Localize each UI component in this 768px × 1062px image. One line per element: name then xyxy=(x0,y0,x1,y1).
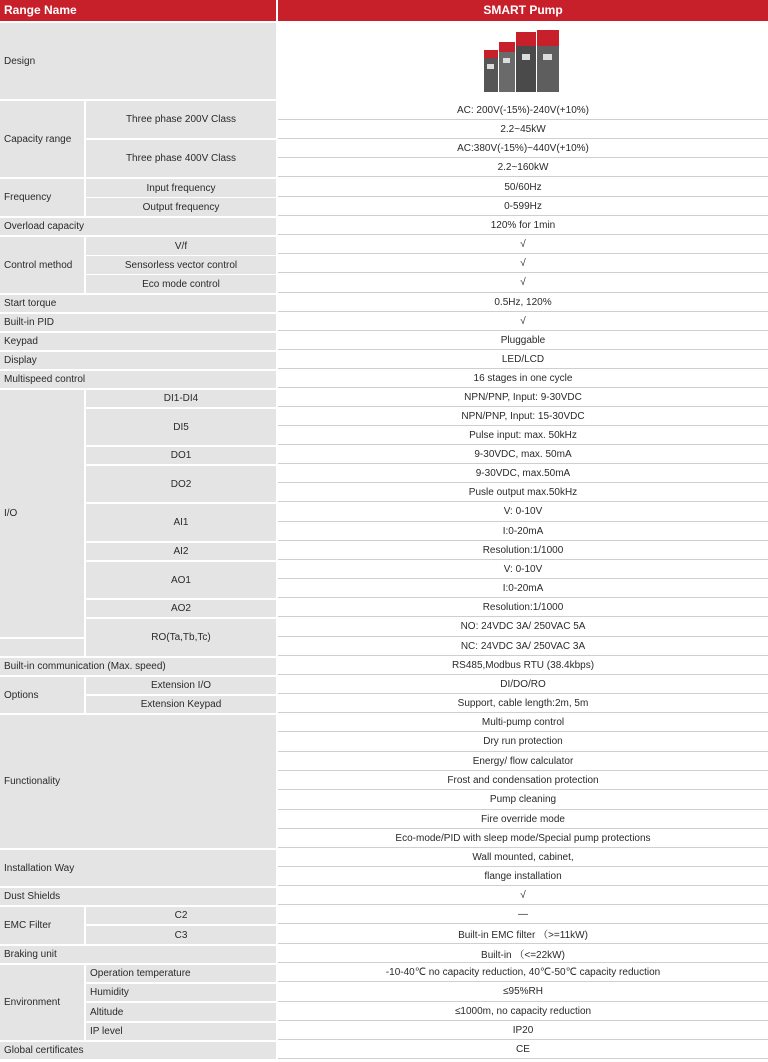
options-extension-keypad-value: Support, cable length:2m, 5m xyxy=(278,694,768,713)
dust-shields-value: √ xyxy=(278,886,768,905)
row-label-dust-shields: Dust Shields xyxy=(0,888,276,905)
header-range-name: Range Name xyxy=(0,0,276,21)
control-sub-sensorless: Sensorless vector control xyxy=(86,256,276,274)
communication-value: RS485,Modbus RTU (38.4kbps) xyxy=(278,656,768,675)
row-label-communication: Built-in communication (Max. speed) xyxy=(0,658,276,675)
pid-value: √ xyxy=(278,312,768,331)
frequency-output-value: 0-599Hz xyxy=(278,197,768,216)
emc-sub-c2: C2 xyxy=(86,907,276,924)
io-di5-value-a: NPN/PNP, Input: 15-30VDC xyxy=(278,407,768,426)
frequency-input-value: 50/60Hz xyxy=(278,178,768,197)
io-sub-ao1: AO1 xyxy=(86,562,276,598)
options-sub-extension-io: Extension I/O xyxy=(86,677,276,694)
io-sub-ai2: AI2 xyxy=(86,543,276,560)
control-sub-vf: V/f xyxy=(86,237,276,255)
io-ao1-value-b: I:0-20mA xyxy=(278,579,768,598)
options-sub-extension-keypad: Extension Keypad xyxy=(86,696,276,713)
row-label-pid: Built-in PID xyxy=(0,314,276,331)
environment-sub-ip-level: IP level xyxy=(86,1023,276,1040)
options-extension-io-value: DI/DO/RO xyxy=(278,675,768,694)
frequency-sub-output: Output frequency xyxy=(86,198,276,216)
io-sub-do1: DO1 xyxy=(86,447,276,464)
io-sub-ro: RO(Ta,Tb,Tc) xyxy=(86,619,276,656)
capacity-400v-voltage: AC:380V(-15%)~440V(+10%) xyxy=(278,139,768,158)
capacity-200v-power: 2.2~45kW xyxy=(278,120,768,139)
row-label-io: I/O xyxy=(0,390,84,637)
io-ro-value-a: NO: 24VDC 3A/ 250VAC 5A xyxy=(278,617,768,637)
row-label-frequency: Frequency xyxy=(0,179,84,216)
control-sensorless-value: √ xyxy=(278,254,768,273)
row-label-certificates: Global certificates xyxy=(0,1042,276,1059)
row-label-display: Display xyxy=(0,352,276,369)
environment-sub-humidity: Humidity xyxy=(86,984,276,1001)
environment-temperature-value: -10-40℃ no capacity reduction, 40℃-50℃ capacity reduction xyxy=(278,963,768,982)
functionality-item: Eco-mode/PID with sleep mode/Special pump protections xyxy=(278,829,768,848)
display-value: LED/LCD xyxy=(278,350,768,369)
capacity-sub-400v: Three phase 400V Class xyxy=(86,140,276,177)
io-label-continuation xyxy=(0,639,84,656)
emc-c2-value: — xyxy=(278,905,768,924)
row-label-control: Control method xyxy=(0,237,84,293)
functionality-item: Multi-pump control xyxy=(278,713,768,732)
row-label-overload: Overload capacity xyxy=(0,218,276,235)
overload-value: 120% for 1min xyxy=(278,216,768,235)
functionality-item: Dry run protection xyxy=(278,732,768,752)
control-sub-eco: Eco mode control xyxy=(86,275,276,293)
header-product-name: SMART Pump xyxy=(278,0,768,21)
environment-humidity-value: ≤95%RH xyxy=(278,982,768,1002)
io-ai1-value-a: V: 0-10V xyxy=(278,502,768,522)
io-sub-ao2: AO2 xyxy=(86,600,276,617)
functionality-item: Pump cleaning xyxy=(278,790,768,810)
installation-value-b: flange installation xyxy=(278,867,768,886)
environment-sub-altitude: Altitude xyxy=(86,1003,276,1021)
braking-value: Built-in （<=22kW) xyxy=(278,944,768,963)
row-label-capacity: Capacity range xyxy=(0,101,84,177)
row-label-options: Options xyxy=(0,677,84,713)
row-label-emc: EMC Filter xyxy=(0,907,84,944)
io-ao2-value: Resolution:1/1000 xyxy=(278,598,768,617)
keypad-value: Pluggable xyxy=(278,331,768,350)
io-ro-value-b: NC: 24VDC 3A/ 250VAC 3A xyxy=(278,637,768,656)
product-image xyxy=(482,28,564,94)
table-header xyxy=(0,0,768,21)
control-eco-value: √ xyxy=(278,273,768,293)
frequency-sub-input: Input frequency xyxy=(86,179,276,197)
row-label-functionality: Functionality xyxy=(0,715,276,848)
installation-value-a: Wall mounted, cabinet, xyxy=(278,848,768,867)
io-do2-value-b: Pusle output max.50kHz xyxy=(278,483,768,502)
functionality-item: Fire override mode xyxy=(278,810,768,829)
row-label-keypad: Keypad xyxy=(0,333,276,350)
control-vf-value: √ xyxy=(278,235,768,254)
multispeed-value: 16 stages in one cycle xyxy=(278,369,768,388)
capacity-400v-power: 2.2~160kW xyxy=(278,158,768,177)
capacity-sub-200v: Three phase 200V Class xyxy=(86,101,276,138)
capacity-200v-voltage: AC: 200V(-15%)-240V(+10%) xyxy=(278,101,768,120)
io-ai2-value: Resolution:1/1000 xyxy=(278,541,768,560)
io-do2-value-a: 9-30VDC, max.50mA xyxy=(278,464,768,483)
start-torque-value: 0.5Hz, 120% xyxy=(278,293,768,312)
row-label-design: Design xyxy=(0,23,276,99)
row-label-installation: Installation Way xyxy=(0,850,276,886)
io-di1-value: NPN/PNP, Input: 9-30VDC xyxy=(278,388,768,407)
environment-ip-level-value: IP20 xyxy=(278,1021,768,1040)
row-label-multispeed: Multispeed control xyxy=(0,371,276,388)
io-ao1-value-a: V: 0-10V xyxy=(278,560,768,579)
design-image-cell xyxy=(278,23,768,99)
emc-c3-value: Built-in EMC filter （>=11kW) xyxy=(278,924,768,944)
io-sub-di5: DI5 xyxy=(86,409,276,445)
environment-altitude-value: ≤1000m, no capacity reduction xyxy=(278,1002,768,1021)
row-label-start-torque: Start torque xyxy=(0,295,276,312)
row-label-environment: Environment xyxy=(0,965,84,1040)
environment-sub-temperature: Operation temperature xyxy=(86,965,276,982)
functionality-item: Frost and condensation protection xyxy=(278,771,768,790)
io-di5-value-b: Pulse input: max. 50kHz xyxy=(278,426,768,445)
io-sub-di1: DI1-DI4 xyxy=(86,390,276,407)
emc-sub-c3: C3 xyxy=(86,926,276,944)
io-sub-do2: DO2 xyxy=(86,466,276,502)
io-ai1-value-b: I:0-20mA xyxy=(278,522,768,541)
functionality-item: Energy/ flow calculator xyxy=(278,752,768,771)
certificates-value: CE xyxy=(278,1040,768,1059)
io-sub-ai1: AI1 xyxy=(86,504,276,541)
io-do1-value: 9-30VDC, max. 50mA xyxy=(278,445,768,464)
row-label-braking: Braking unit xyxy=(0,946,276,963)
